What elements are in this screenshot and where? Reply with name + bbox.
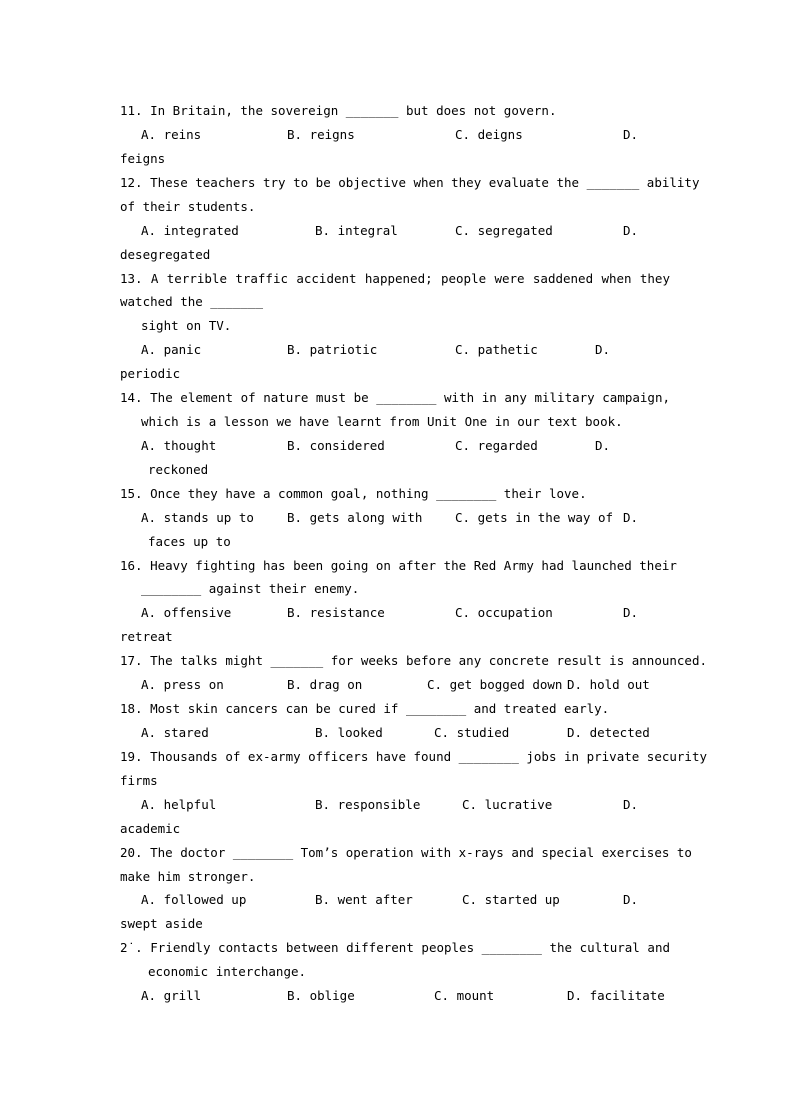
question-20-stem: 20. The doctor ________ Tom’s operation with x-rays and special exercises to	[120, 845, 692, 860]
q19-option-c: C. lucrative	[462, 797, 553, 812]
q20-option-c: C. started up	[462, 892, 560, 907]
q11-option-a: A. reins	[141, 127, 202, 142]
q13-option-a: A. panic	[141, 342, 202, 357]
q19-option-d: D.	[623, 797, 639, 812]
q12-option-c: C. segregated	[455, 223, 553, 238]
question-16-stem-cont: ________ against their enemy.	[141, 581, 360, 596]
q11-option-c: C. deigns	[455, 127, 523, 142]
q17-option-b: B. drag on	[287, 677, 363, 692]
question-21-stem-cont: economic interchange.	[148, 964, 307, 979]
question-16-stem: 16. Heavy fighting has been going on after the Red Army had launched their	[120, 558, 677, 573]
q16-option-a: A. offensive	[141, 605, 232, 620]
q14-option-d: D.	[595, 438, 611, 453]
question-17-stem: 17. The talks might _______ for weeks before any concrete result is announced.	[120, 653, 707, 668]
q15-option-d-text: faces up to	[148, 534, 231, 549]
question-12-stem: 12. These teachers try to be objective when they evaluate the _______ ability	[120, 175, 700, 190]
q15-option-d: D.	[623, 510, 639, 525]
q16-option-c: C. occupation	[455, 605, 553, 620]
q12-option-b: B. integral	[315, 223, 398, 238]
q13-option-d: D.	[595, 342, 611, 357]
q17-option-a: A. press on	[141, 677, 224, 692]
question-14-stem-cont: which is a lesson we have learnt from Unit One in our text book.	[141, 414, 623, 429]
q17-option-c: C. get bogged down	[427, 677, 563, 692]
q19-option-b: B. responsible	[315, 797, 421, 812]
q15-option-a: A. stands up to	[141, 510, 254, 525]
q11-option-d-text: feigns	[120, 151, 166, 166]
question-11-stem: 11. In Britain, the sovereign _______ but does not govern.	[120, 103, 557, 118]
q17-option-d: D. hold out	[567, 677, 650, 692]
q16-option-d: D.	[623, 605, 639, 620]
question-18-stem: 18. Most skin cancers can be cured if ________ and treated early.	[120, 701, 610, 716]
question-13-stem: 13. A terrible traffic accident happened; people were saddened when they	[120, 271, 670, 286]
question-13-stem-cont: watched the _______	[120, 294, 263, 309]
question-21-stem: 2˙. Friendly contacts between different peoples ________ the cultural and	[120, 940, 670, 955]
q21-option-c: C. mount	[434, 988, 495, 1003]
question-20-stem-cont: make him stronger.	[120, 869, 256, 884]
q16-option-d-text: retreat	[120, 629, 173, 644]
q20-option-a: A. followed up	[141, 892, 247, 907]
q13-option-c: C. pathetic	[455, 342, 538, 357]
q12-option-d: D.	[623, 223, 639, 238]
q15-option-b: B. gets along with	[287, 510, 423, 525]
q19-option-a: A. helpful	[141, 797, 217, 812]
q20-option-d-text: swept aside	[120, 916, 203, 931]
q16-option-b: B. resistance	[287, 605, 385, 620]
q21-option-b: B. oblige	[287, 988, 355, 1003]
q18-option-d: D. detected	[567, 725, 650, 740]
q12-option-a: A. integrated	[141, 223, 239, 238]
q15-option-c: C. gets in the way of	[455, 510, 614, 525]
q13-option-d-text: periodic	[120, 366, 181, 381]
question-19-stem: 19. Thousands of ex-army officers have found ________ jobs in private security	[120, 749, 707, 764]
q18-option-c: C. studied	[434, 725, 510, 740]
question-19-stem-cont: firms	[120, 773, 158, 788]
q14-option-b: B. considered	[287, 438, 385, 453]
q11-option-b: B. reigns	[287, 127, 355, 142]
q21-option-d: D. facilitate	[567, 988, 665, 1003]
question-15-stem: 15. Once they have a common goal, nothing ________ their love.	[120, 486, 587, 501]
q12-option-d-text: desegregated	[120, 247, 211, 262]
q20-option-d: D.	[623, 892, 639, 907]
q14-option-c: C. regarded	[455, 438, 538, 453]
q18-option-b: B. looked	[315, 725, 383, 740]
q20-option-b: B. went after	[315, 892, 413, 907]
question-13-stem-cont2: sight on TV.	[141, 318, 232, 333]
question-14-stem: 14. The element of nature must be ________ with in any military campaign,	[120, 390, 670, 405]
q18-option-a: A. stared	[141, 725, 209, 740]
q21-option-a: A. grill	[141, 988, 202, 1003]
q13-option-b: B. patriotic	[287, 342, 378, 357]
q11-option-d: D.	[623, 127, 639, 142]
q14-option-a: A. thought	[141, 438, 217, 453]
question-12-stem-cont: of their students.	[120, 199, 256, 214]
q19-option-d-text: academic	[120, 821, 181, 836]
q14-option-d-text: reckoned	[148, 462, 209, 477]
